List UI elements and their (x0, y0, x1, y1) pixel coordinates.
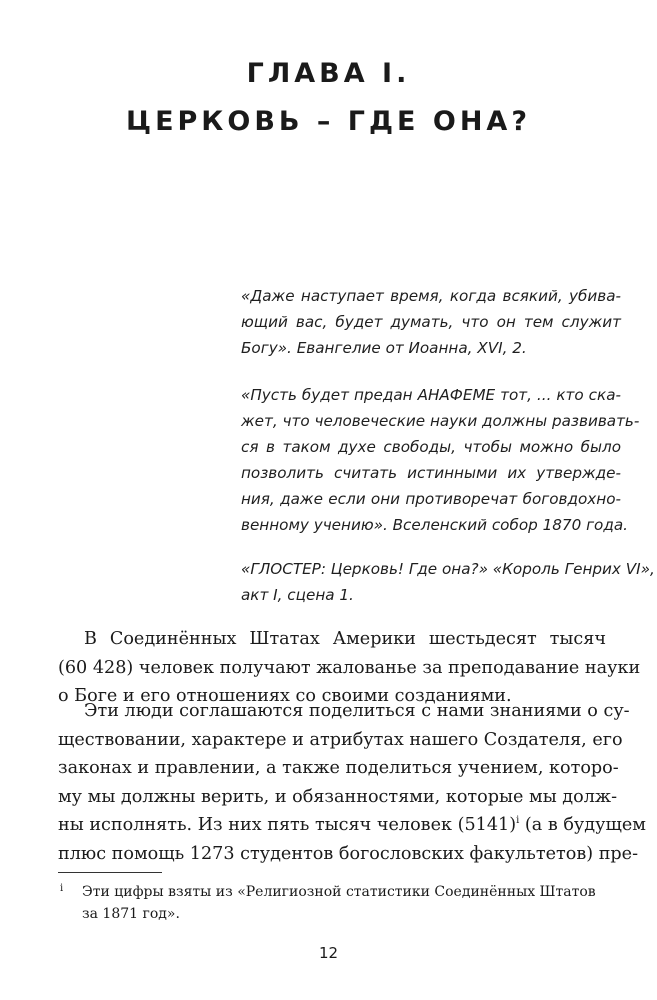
epigraph-line: жет, что человеческие науки должны развивать- (241, 412, 640, 430)
epigraph-line: венному учению». Вселенский собор 1870 года. (241, 516, 628, 534)
epigraph-line: ющий вас, будет думать, что он тем служит (241, 313, 621, 331)
paragraph-line: плюс помощь 1273 студентов богословских факультетов) пре- (58, 843, 639, 864)
epigraph-line: позволить считать истинными их утвержде- (241, 464, 621, 482)
epigraph-line: ния, даже если они противоречат боговдохно- (241, 490, 621, 508)
paragraph-line-text: ны исполнять. Из них пять тысяч человек (5141) (58, 815, 517, 836)
epigraph-2 (241, 382, 640, 538)
epigraph-line: акт I, сцена 1. (241, 586, 354, 604)
paragraph-line: Эти люди соглашаются поделиться с нами знаниями о су- (84, 701, 630, 721)
chapter-title: ЦЕРКОВЬ – ГДЕ ОНА? (126, 106, 531, 137)
paragraph-line: В Соединённых Штатах Америки шестьдесят тысяч (84, 629, 606, 649)
paragraph-line: (60 428) человек получают жалованье за преподавание науки (58, 657, 641, 678)
paragraph-line: ществовании, характере и атрибутах нашего Создателя, его (58, 729, 623, 750)
paragraph-2 (58, 697, 646, 869)
footnote-separator (58, 872, 162, 873)
paragraph-line (58, 811, 646, 840)
footnote-line: за 1871 год». (82, 906, 180, 922)
footnote-line: Эти цифры взяты из «Религиозной статистики Соединённых Штатов (82, 884, 596, 900)
epigraph-1 (241, 283, 621, 361)
chapter-number: ГЛАВА I. (246, 58, 411, 89)
epigraph-line: «ГЛОСТЕР: Церковь! Где она?» «Король Генрих VI», (241, 560, 655, 578)
paragraph-line: законах и правлении, а также поделиться учением, которо- (58, 758, 619, 779)
paragraph-line: му мы должны верить, и обязанностями, которые мы долж- (58, 786, 618, 807)
footnote-reference[interactable]: i (516, 815, 520, 827)
epigraph-line: ся в таком духе свободы, чтобы можно было (241, 438, 621, 456)
epigraph-3 (241, 556, 655, 608)
paragraph-line: о Боге и его отношениях со своими созданиями. (58, 686, 512, 707)
epigraph-line: «Даже наступает время, когда всякий, убива- (241, 287, 621, 305)
epigraph-line: Богу». Евангелие от Иоанна, XVI, 2. (241, 339, 527, 357)
page-number: 12 (318, 944, 339, 962)
footnote (58, 881, 618, 925)
paragraph-line-tail: (а в будущем (519, 815, 646, 836)
footnote-mark: i (60, 883, 64, 894)
epigraph-line: «Пусть будет предан АНАФЕМЕ тот, ... кто ска- (241, 386, 621, 404)
